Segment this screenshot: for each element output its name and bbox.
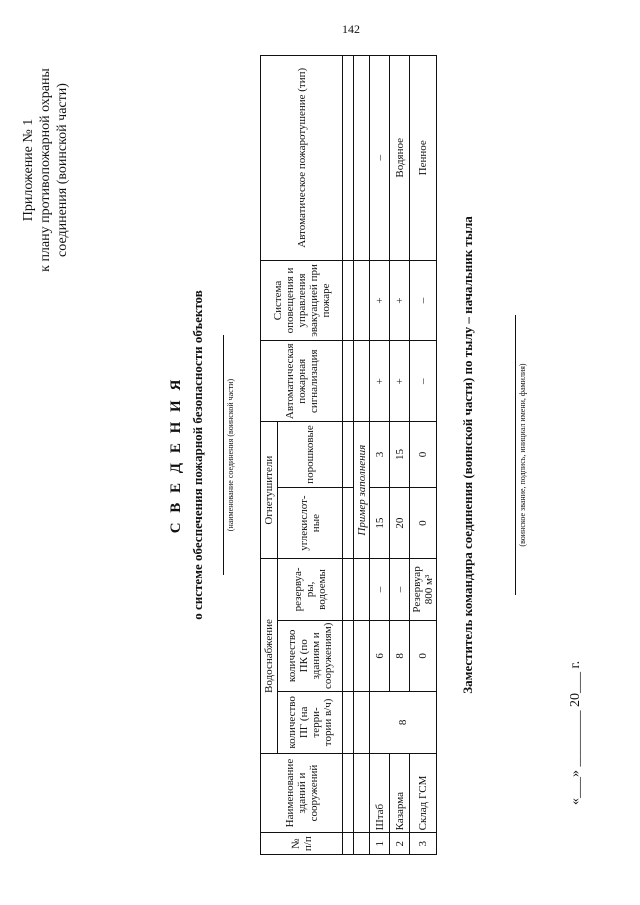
- row-num: 3: [410, 833, 437, 855]
- row-name: Казарма: [390, 753, 410, 833]
- row-co2: 15: [370, 487, 390, 558]
- appendix-line-2: к плану противопожарной охраны: [38, 68, 53, 272]
- col-header-alarm: Автоматическая пожарная сигнализация: [261, 341, 343, 422]
- column-number-row: [343, 56, 354, 855]
- col-header-powder: порошковые: [278, 422, 343, 488]
- row-powder: 15: [390, 422, 410, 488]
- table-row: [370, 56, 390, 855]
- row-auto: Водяное: [390, 56, 410, 261]
- appendix-line-1: Приложение № 1: [21, 118, 36, 222]
- col-header-num: № п/п: [261, 833, 343, 855]
- fire-safety-table: [260, 55, 437, 855]
- page-number: 142: [342, 22, 360, 36]
- col-header-co2: углекислот-ные: [278, 487, 343, 558]
- row-evac: +: [390, 260, 410, 341]
- row-pk: 8: [390, 620, 410, 691]
- unit-name-line: [223, 335, 224, 575]
- col-header-extinguishers: Огнетушители: [261, 422, 278, 559]
- document-title: С В Е Д Е Н И Я: [168, 376, 184, 534]
- row-name: Склад ГСМ: [410, 753, 437, 833]
- row-pk: 0: [410, 620, 437, 691]
- rotated-document: [20, 25, 620, 885]
- row-auto: –: [370, 56, 390, 261]
- signature-title: Заместитель командира соединения (воинской части) по тылу – начальник тыла: [460, 216, 475, 694]
- row-res: –: [370, 559, 390, 620]
- row-alarm: –: [410, 341, 437, 422]
- signature-line: [515, 315, 516, 595]
- row-pk: 6: [370, 620, 390, 691]
- row-powder: 0: [410, 422, 437, 488]
- document-subtitle: о системе обеспечения пожарной безопасности объектов: [190, 290, 205, 620]
- row-co2: 0: [410, 487, 437, 558]
- row-alarm: +: [390, 341, 410, 422]
- date-line: «___» ________ 20___ г.: [568, 660, 583, 805]
- col-header-auto-suppression: Автоматическое пожаротушение (тип): [261, 56, 343, 261]
- row-num: 1: [370, 833, 390, 855]
- row-auto: Пенное: [410, 56, 437, 261]
- example-label: Пример заполнения: [354, 422, 370, 559]
- col-header-pg: количество ПГ (на терри-тории в/ч): [278, 692, 343, 754]
- col-header-name: Наименование зданий и сооружений: [261, 753, 343, 833]
- col-header-pk: количество ПК (по зданиям и сооружениям): [278, 620, 343, 691]
- row-powder: 3: [370, 422, 390, 488]
- row-alarm: +: [370, 341, 390, 422]
- appendix-header: [20, 35, 71, 305]
- row-res: Резервуар 800 м³: [410, 559, 437, 620]
- col-header-evacuation: Система оповещения и управления эвакуацией при пожаре: [261, 260, 343, 341]
- example-row: [354, 56, 370, 855]
- col-header-water: Водоснабжение: [261, 559, 278, 754]
- row-num: 2: [390, 833, 410, 855]
- row-evac: –: [410, 260, 437, 341]
- row-co2: 20: [390, 487, 410, 558]
- header-row-1: [261, 56, 278, 855]
- col-header-reservoirs: резервуа-ры, водоемы: [278, 559, 343, 620]
- row-name: Штаб: [370, 753, 390, 833]
- signature-caption: (воинское звание, подпись, инициал имени, фамилия): [518, 363, 527, 547]
- appendix-line-3: соединения (воинской части): [55, 83, 70, 257]
- row-res: –: [390, 559, 410, 620]
- unit-name-caption: (наименование соединения (воинской части): [226, 378, 235, 532]
- row-evac: +: [370, 260, 390, 341]
- pg-total: 8: [370, 692, 437, 754]
